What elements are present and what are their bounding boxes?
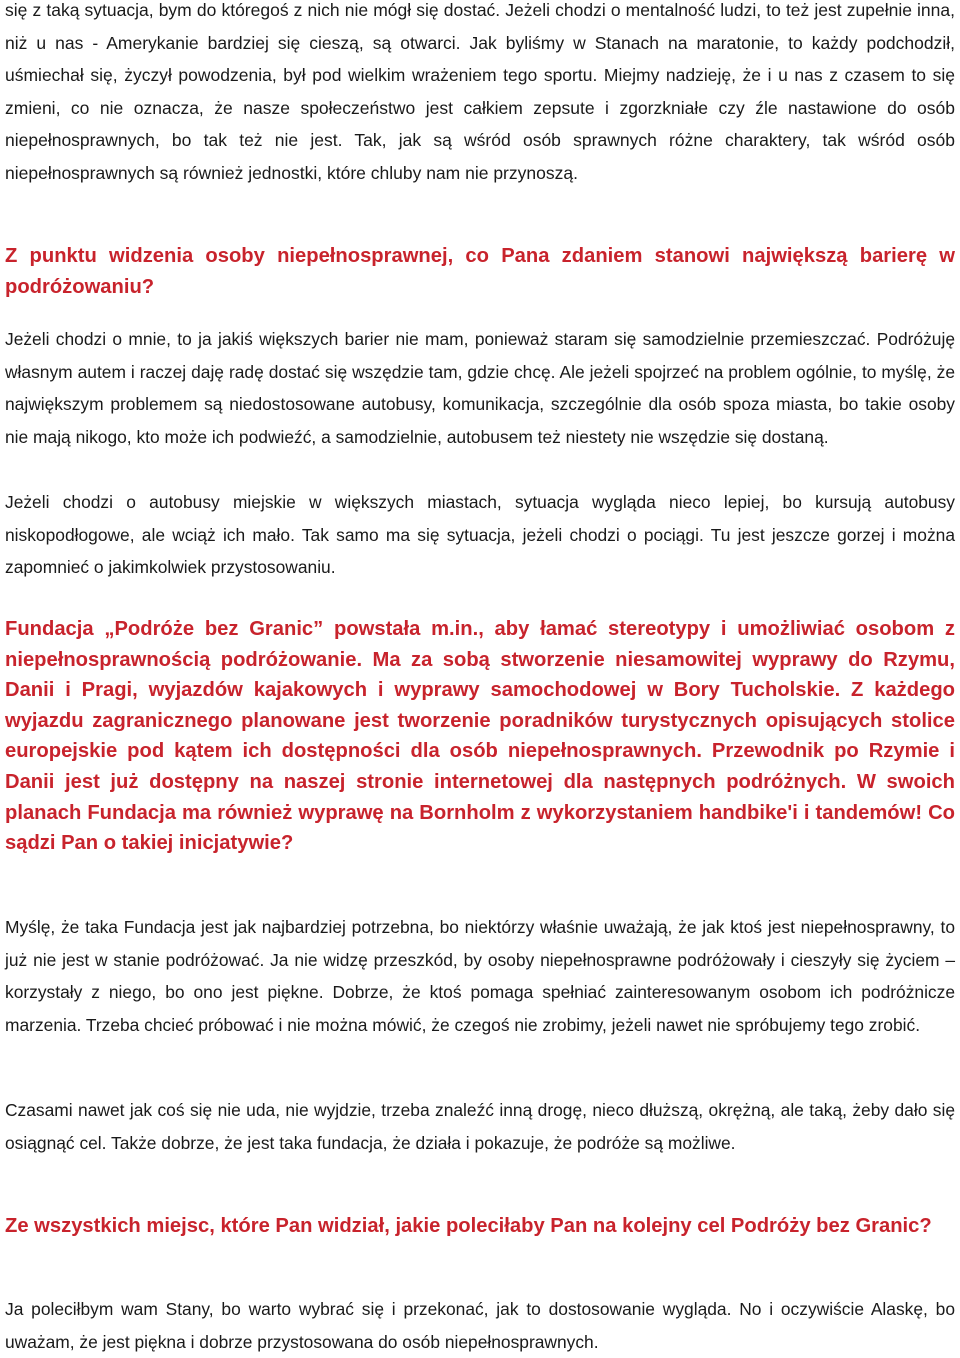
paragraph-intro: się z taką sytuacja, bym do któregoś z nich nie mógł się dostać. Jeżeli chodzi o mentalność ludzi, to też jest zupełnie inna, niż u nas - Amerykanie bardziej się cieszą, są otwarci. Jak byliśmy w Stanach na maratonie, to każdy podchodził, uśmiechał się, życzył powodzenia, był pod wielkim wrażeniem tego sportu. Miejmy nadzieję, że i u nas z czasem to się zmieni, co nie oznacza, że nasze społeczeństwo jest całkiem zepsute i zgorzkniałe czy źle nastawione do osób niepełnosprawnych, bo tak też nie jest. Tak, jak są wśród osób sprawnych różne charaktery, tak wśród osób niepełnosprawnych są również jednostki, które chluby nam nie przynoszą. [5, 0, 955, 183]
answer-goal: Czasami nawet jak coś się nie uda, nie wyjdzie, trzeba znaleźć inną drogę, nieco dłuższą, okrężną, ale taką, żeby dało się osiągnąć cel. Także dobrze, że jest taka fundacja, że działa i pokazuje, że podróże są możliwe. [5, 1100, 955, 1153]
answer-foundation: Myślę, że taka Fundacja jest jak najbardziej potrzebna, bo niektórzy właśnie uważają, że jak ktoś jest niepełnosprawny, to już nie jest w stanie podróżować. Ja nie widzę przeszkód, by osoby niepełnosprawne podróżowały i cieszyły się życiem – korzystały z niego, bo ono jest piękne. Dobrze, że ktoś pomaga spełniać zainteresowanym osobom ich podróżnicze marzenia. Trzeba chcieć próbować i nie można mówić, że czegoś nie zrobimy, jeżeli nawet nie spróbujemy tego zrobić. [5, 917, 955, 1035]
question-barriers: Z punktu widzenia osoby niepełnosprawnej, co Pana zdaniem stanowi największą barierę w podróżowaniu? [5, 245, 955, 298]
question-foundation: Fundacja „Podróże bez Granic” powstała m.in., aby łamać stereotypy i umożliwiać osobom z niepełnosprawnością podróżowanie. Ma za sobą stworzenie niesamowitej wyprawy do Rzymu, Danii i Pragi, wyjazdów kajakowych i wyprawy samochodowej w Bory Tucholskie. Z każdego wyjazdu zagranicznego planowane jest tworzenie poradników turystycznych opisujących stolice europejskie pod kątem ich dostępności dla osób niepełnosprawnych. Przewodnik po Rzymie i Danii jest już dostępny na naszej stronie internetowej dla następnych podróżnych. W swoich planach Fundacja ma również wyprawę na Bornholm z wykorzystaniem handbike'i i tandemów! Co sądzi Pan o takiej inicjatywie? [5, 618, 955, 855]
question-destination: Ze wszystkich miejsc, które Pan widział, jakie poleciłaby Pan na kolejny cel Podróży bez Granic? [5, 1215, 932, 1237]
answer-buses: Jeżeli chodzi o autobusy miejskie w większych miastach, sytuacja wygląda nieco lepiej, bo kursują autobusy niskopodłogowe, ale wciąż ich mało. Tak samo ma się sytuacja, jeżeli chodzi o pociągi. Tu jest jeszcze gorzej i można zapomnieć o jakimkolwiek przystosowaniu. [5, 492, 955, 578]
answer-barriers: Jeżeli chodzi o mnie, to ja jakiś większych barier nie mam, ponieważ staram się samodzielnie przemieszczać. Podróżuję własnym autem i raczej daję radę dostać się wszędzie tam, gdzie chcę. Ale jeżeli spojrzeć na problem ogólnie, to myślę, że największym problemem są niedostosowane autobusy, komunikacja, szczególnie dla osób spoza miasta, bo takie osoby nie mają nikogo, kto może ich podwieźć, a samodzielnie, autobusem też niestety nie wszędzie się dostaną. [5, 329, 955, 447]
answer-destination: Ja poleciłbym wam Stany, bo warto wybrać się i przekonać, jak to dostosowanie wygląda. No i oczywiście Alaskę, bo uważam, że jest piękna i dobrze przystosowana do osób niepełnosprawnych. [5, 1299, 955, 1352]
